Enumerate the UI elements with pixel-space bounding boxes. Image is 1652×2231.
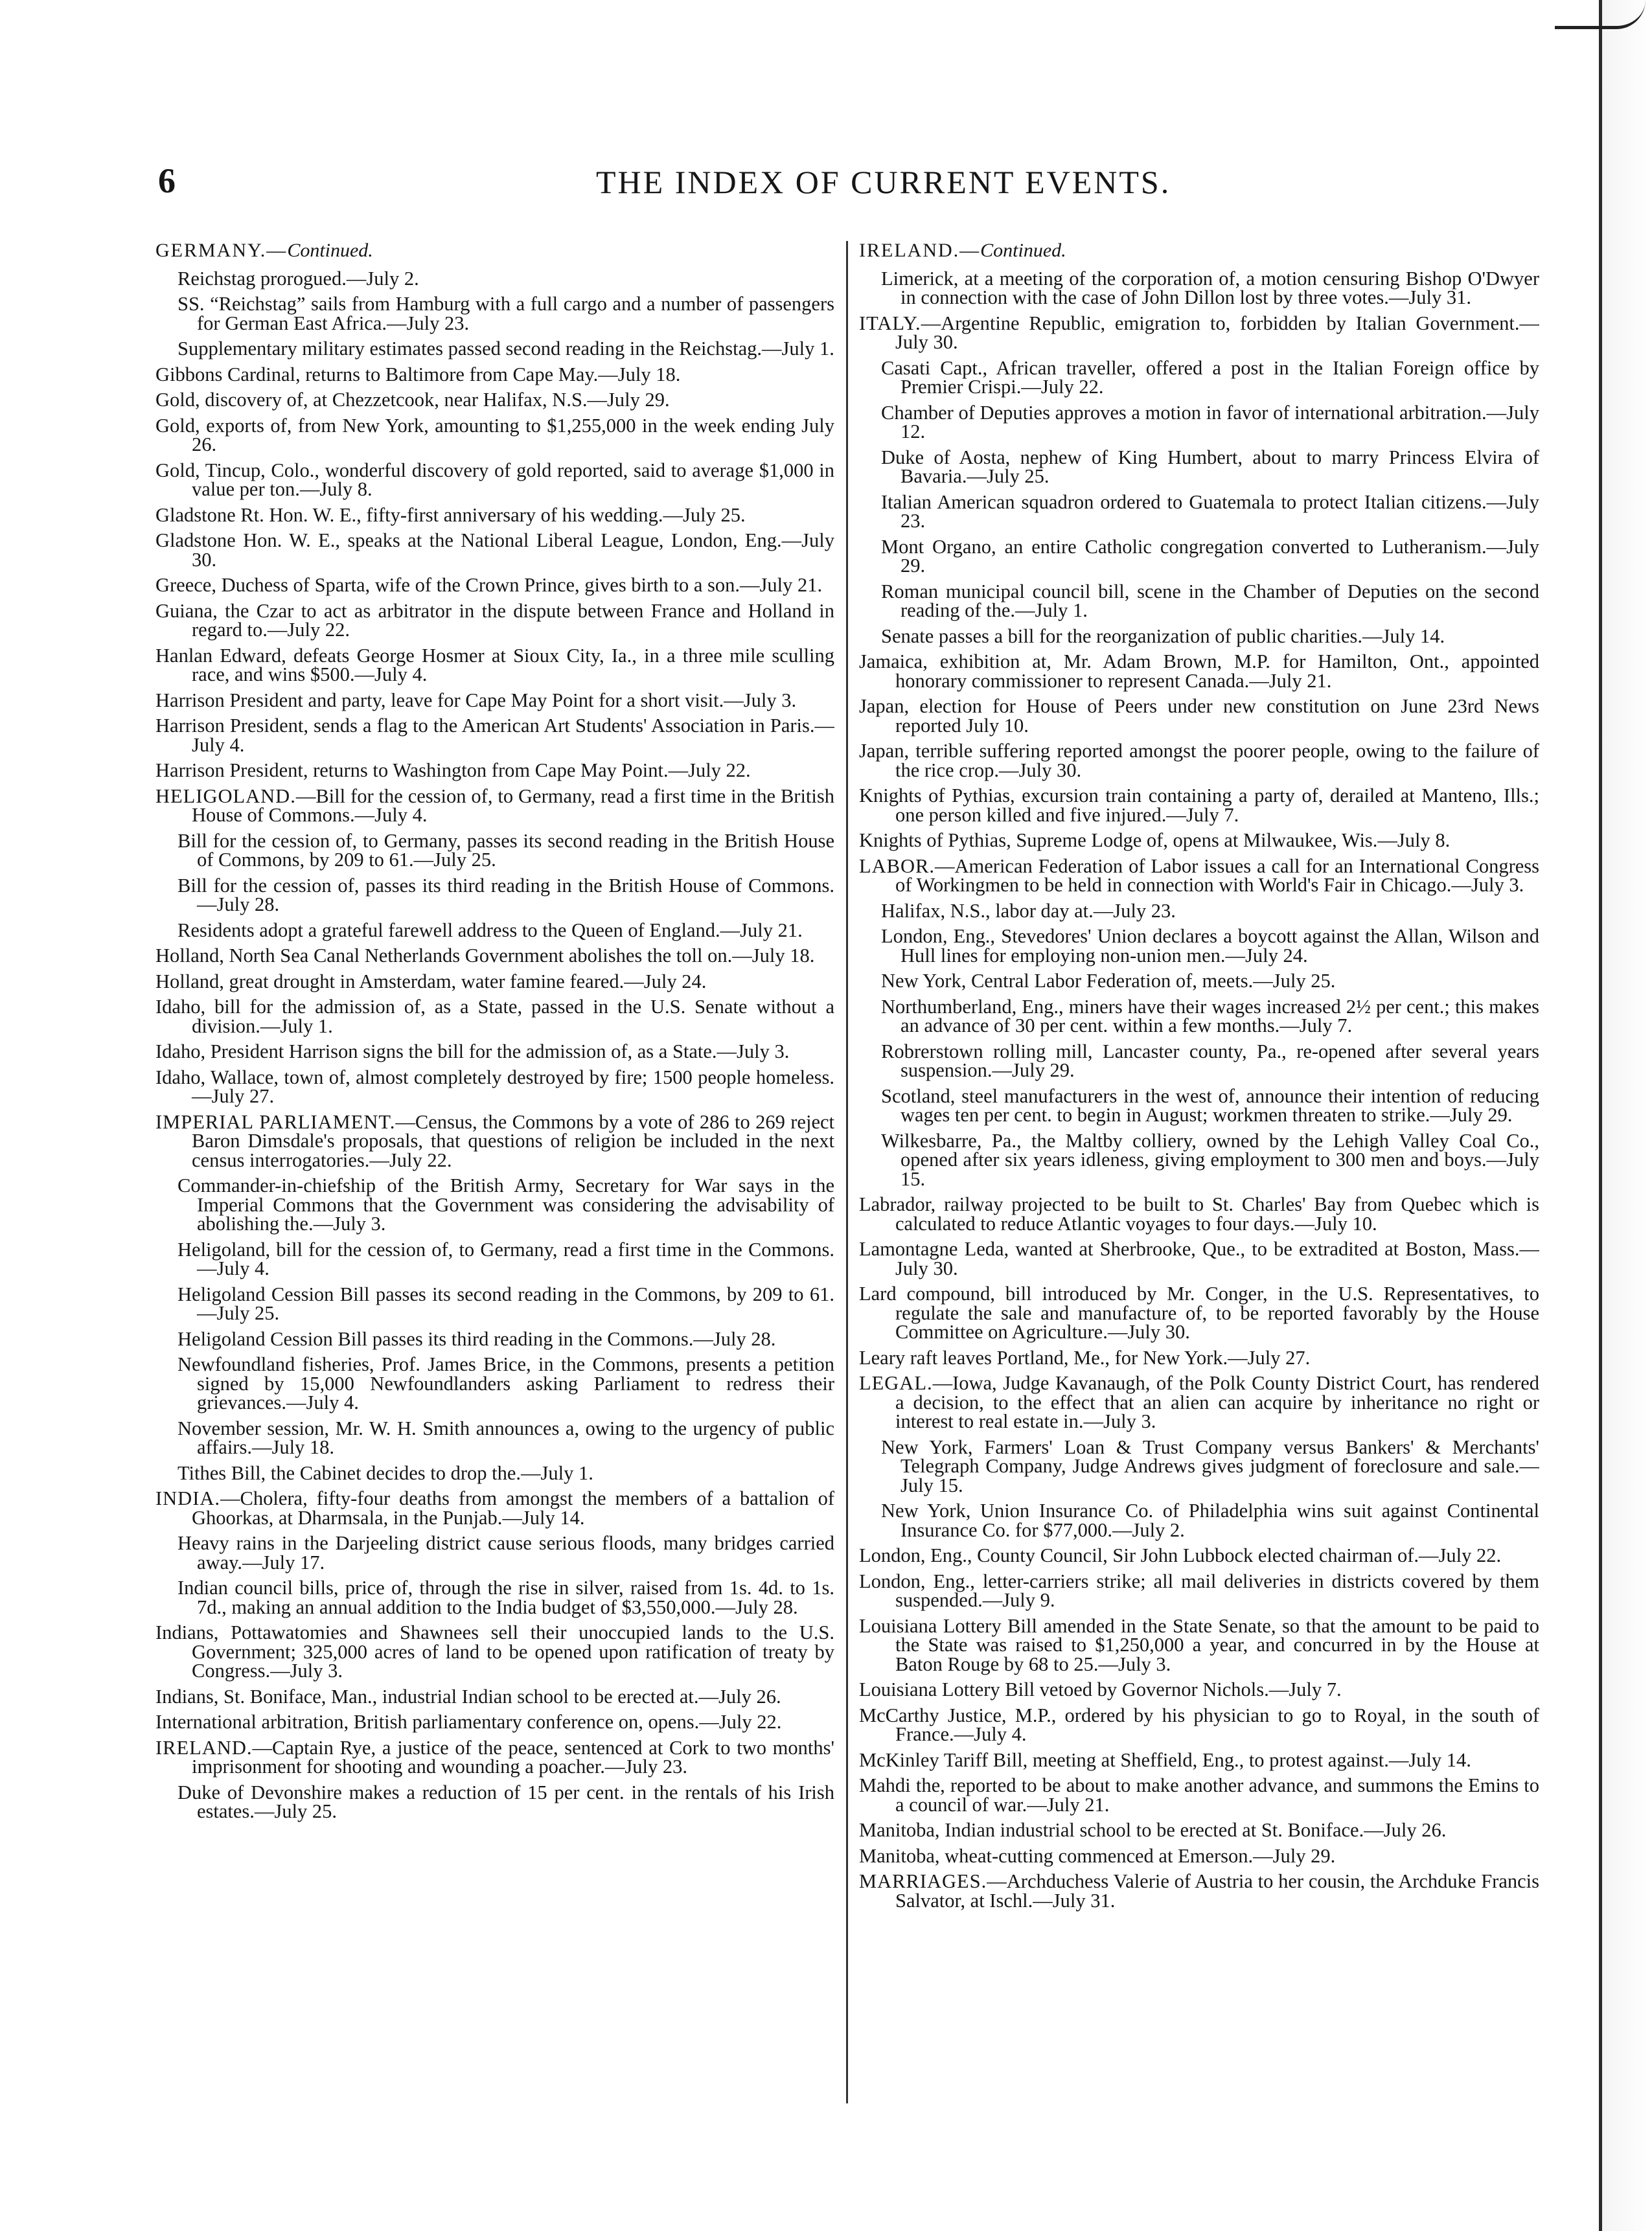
entry-text: —Argentine Republic, emigration to, forbidden by Italian Government.—July 30. xyxy=(895,312,1539,353)
index-entry xyxy=(155,365,834,385)
index-subentry xyxy=(859,624,1539,647)
column-divider xyxy=(846,241,848,2103)
entry-text: Japan, election for House of Peers under new constitution on June 23rd News reported July 10. xyxy=(859,695,1539,737)
entry-text: Wilkesbarre, Pa., the Maltby colliery, owned by the Lehigh Valley Coal Co., opened after six years idleness, giving employment to 300 men and boys.—July 15. xyxy=(881,1129,1539,1190)
index-entry xyxy=(859,831,1539,851)
entry-text: Heligoland Cession Bill passes its second reading in the Commons, by 209 to 61.—July 25. xyxy=(178,1283,834,1324)
entry-text: Indian council bills, price of, through the rise in silver, raised from 1s. 4d. to 1s. 7d., making an annual addition to the India budget of $3,550,000.—July 28. xyxy=(178,1577,834,1618)
entry-text: Mahdi the, reported to be about to make another advance, and summons the Emins to a council of war.—July 21. xyxy=(859,1774,1539,1816)
index-entry xyxy=(859,1844,1539,1867)
entry-text: Mont Organo, an entire Catholic congregation converted to Lutheranism.—July 29. xyxy=(881,535,1539,577)
entry-text: Gold, discovery of, at Chezzetcook, near Halifax, N.S.—July 29. xyxy=(155,389,670,411)
index-entry xyxy=(155,414,834,455)
index-subentry xyxy=(155,876,834,915)
index-subentry xyxy=(859,899,1539,922)
entry-text: Commander-in-chiefship of the British Army, Secretary for War says in the Imperial Commons that the Government was considering the advisability of abolishing the.—July 3. xyxy=(178,1174,834,1235)
entry-heading: HELIGOLAND. xyxy=(155,784,296,807)
entry-heading: INDIA. xyxy=(155,1487,221,1509)
index-subentry xyxy=(859,269,1539,308)
index-entry xyxy=(859,1821,1539,1840)
entry-text: London, Eng., County Council, Sir John Lubbock elected chairman of.—July 22. xyxy=(859,1544,1502,1566)
index-subentry xyxy=(155,1783,834,1822)
index-subentry xyxy=(155,1355,834,1413)
index-entry xyxy=(155,946,834,966)
index-subentry xyxy=(859,582,1539,621)
entry-text: McKinley Tariff Bill, meeting at Sheffield, Eng., to protest against.—July 14. xyxy=(859,1748,1471,1771)
entry-heading: IRELAND. xyxy=(155,1736,253,1759)
index-entry xyxy=(155,461,834,499)
index-entry xyxy=(155,1110,834,1171)
entry-text: Indians, Pottawatomies and Shawnees sell their unoccupied lands to the U.S. Government; 325,000 acres of land to be opened upon ratification of treaty by Congress.—July 3. xyxy=(155,1621,834,1682)
entry-text: Roman municipal council bill, scene in the Chamber of Deputies on the second reading of the.—July 1. xyxy=(881,580,1539,621)
index-subentry xyxy=(155,339,834,359)
entry-text: Holland, great drought in Amsterdam, water famine feared.—July 24. xyxy=(155,970,707,992)
entry-text: London, Eng., letter-carriers strike; all mail deliveries in districts covered by them suspended.—July 9. xyxy=(859,1570,1539,1611)
index-entry xyxy=(859,1706,1539,1745)
section-heading-title: IRELAND.— xyxy=(859,241,981,261)
index-subentry xyxy=(859,1042,1539,1081)
entry-text: Gold, exports of, from New York, amounting to $1,255,000 in the week ending July 26. xyxy=(155,414,834,455)
entry-text: Knights of Pythias, excursion train containing a party of, derailed at Manteno, Ills.; one person killed and five injured.—July 7. xyxy=(859,784,1539,826)
entry-text: —Bill for the cession of, to Germany, read a first time in the British House of Commons.—July 4. xyxy=(192,784,834,826)
section-heading xyxy=(155,241,834,260)
entry-text: —Census, the Commons by a vote of 286 to 269 reject Baron Dimsdale's proposals, that questions of religion be included in the next census interrogatories.—July 22. xyxy=(192,1110,834,1171)
entry-text: Guiana, the Czar to act as arbitrator in the dispute between France and Holland in regard to.—July 22. xyxy=(155,599,834,641)
index-entry xyxy=(859,1872,1539,1910)
index-entry xyxy=(155,1713,834,1732)
entry-text: Holland, North Sea Canal Netherlands Government abolishes the toll on.—July 18. xyxy=(155,944,815,967)
index-entry xyxy=(859,786,1539,825)
index-subentry xyxy=(859,1438,1539,1496)
index-subentry xyxy=(155,1285,834,1323)
index-entry xyxy=(155,576,834,595)
index-entry xyxy=(155,1736,834,1778)
index-subentry xyxy=(859,490,1539,532)
index-subentry xyxy=(859,401,1539,442)
index-entry xyxy=(859,1546,1539,1566)
right-column xyxy=(859,241,1539,2120)
entry-text: McCarthy Justice, M.P., ordered by his physician to go to Royal, in the south of France.—July 4. xyxy=(859,1704,1539,1745)
index-entry xyxy=(859,1374,1539,1432)
section-heading xyxy=(859,241,1539,260)
entry-text: Idaho, President Harrison signs the bill for the admission of, as a State.—July 3. xyxy=(155,1040,790,1062)
entry-text: Gladstone Rt. Hon. W. E., fifty-first anniversary of his wedding.—July 25. xyxy=(155,503,746,526)
entry-heading: MARRIAGES. xyxy=(859,1870,987,1892)
entry-text: Tithes Bill, the Cabinet decides to drop the.—July 1. xyxy=(178,1461,593,1484)
entry-text: Gibbons Cardinal, returns to Baltimore from Cape May.—July 18. xyxy=(155,363,681,385)
entry-text: Reichstag prorogued.—July 2. xyxy=(178,267,419,290)
index-subentry xyxy=(859,995,1539,1036)
page-edge-border xyxy=(1599,0,1602,2231)
entry-text: Bill for the cession of, to Germany, passes its second reading in the British House of Commons, by 209 to 61.—July 25. xyxy=(178,829,834,871)
entry-text: Japan, terrible suffering reported amongst the poorer people, owing to the failure of the rice crop.—July 30. xyxy=(859,740,1539,781)
entry-text: Harrison President and party, leave for Cape May Point for a short visit.—July 3. xyxy=(155,689,797,711)
index-entry xyxy=(155,503,834,526)
entry-text: —Cholera, fifty-four deaths from amongst the members of a battalion of Ghoorkas, at Dharmsala, in the Punjab.—July 14. xyxy=(192,1487,834,1529)
entry-text: Heavy rains in the Darjeeling district cause serious floods, many bridges carried away.—July 17. xyxy=(178,1532,834,1573)
index-subentry xyxy=(155,1461,834,1484)
entry-text: Halifax, N.S., labor day at.—July 23. xyxy=(881,899,1176,922)
index-entry xyxy=(155,1489,834,1527)
index-entry xyxy=(155,1623,834,1681)
index-entry xyxy=(859,1776,1539,1814)
page-title: THE INDEX OF CURRENT EVENTS. xyxy=(596,164,1171,200)
index-entry xyxy=(859,1346,1539,1369)
index-subentry xyxy=(859,1084,1539,1126)
index-entry xyxy=(859,697,1539,735)
entry-text: Idaho, bill for the admission of, as a State, passed in the U.S. Senate without a division.—July 1. xyxy=(155,996,834,1037)
index-subentry xyxy=(859,356,1539,398)
entry-text: New York, Central Labor Federation of, meets.—July 25. xyxy=(881,970,1336,992)
entry-text: Gladstone Hon. W. E., speaks at the National Liberal League, London, Eng.—July 30. xyxy=(155,529,834,571)
entry-text: London, Eng., Stevedores' Union declares a boycott against the Allan, Wilson and Hull lines for employing non-union men.—July 24. xyxy=(881,925,1539,967)
entry-text: November session, Mr. W. H. Smith announces a, owing to the urgency of public affairs.—July 18. xyxy=(178,1417,834,1458)
entry-text: Italian American squadron ordered to Guatemala to protect Italian citizens.—July 23. xyxy=(881,490,1539,532)
entry-text: New York, Union Insurance Co. of Philadelphia wins suit against Continental Insurance Co. for $77,000.—July 2. xyxy=(881,1500,1539,1541)
index-subentry xyxy=(155,921,834,941)
index-entry xyxy=(155,391,834,410)
entry-text: Robrerstown rolling mill, Lancaster county, Pa., re-opened after several years suspension.—July 29. xyxy=(881,1040,1539,1081)
entry-text: Northumberland, Eng., miners have their wages increased 2½ per cent.; this makes an advance of 30 per cent. within a few months.—July 7. xyxy=(881,995,1539,1036)
entry-text: Leary raft leaves Portland, Me., for New York.—July 27. xyxy=(859,1346,1311,1369)
index-subentry xyxy=(155,269,834,289)
entry-text: Manitoba, wheat-cutting commenced at Emerson.—July 29. xyxy=(859,1844,1336,1867)
index-subentry xyxy=(155,1176,834,1234)
index-entry xyxy=(155,1068,834,1106)
index-entry xyxy=(155,1042,834,1062)
entry-text: Bill for the cession of, passes its third reading in the British House of Commons.—July 28. xyxy=(178,874,834,915)
entry-text: Limerick, at a meeting of the corporation of, a motion censuring Bishop O'Dwyer in connection with the case of John Dillon lost by three votes.—July 31. xyxy=(881,267,1539,308)
entry-text: Greece, Duchess of Sparta, wife of the Crown Prince, gives birth to a son.—July 21. xyxy=(155,574,823,596)
continued-label: Continued. xyxy=(287,241,373,261)
entry-text: Duke of Aosta, nephew of King Humbert, about to marry Princess Elvira of Bavaria.—July 25. xyxy=(881,446,1539,487)
index-subentry xyxy=(859,972,1539,991)
entry-text: Heligoland, bill for the cession of, to Germany, read a first time in the Commons.—July 4. xyxy=(178,1238,834,1279)
entry-text: Hanlan Edward, defeats George Hosmer at Sioux City, Ia., in a three mile sculling race, and wins $500.—July 4. xyxy=(155,644,834,685)
index-entry xyxy=(859,1240,1539,1278)
entry-text: Chamber of Deputies approves a motion in favor of international arbitration.—July 12. xyxy=(881,401,1539,442)
index-entry xyxy=(859,1572,1539,1610)
index-entry xyxy=(155,716,834,755)
page-edge-shadow xyxy=(1602,0,1652,2231)
index-entry xyxy=(859,1748,1539,1771)
index-subentry xyxy=(155,829,834,871)
entry-text: Newfoundland fisheries, Prof. James Brice, in the Commons, presents a petition signed by 15,000 Newfoundlanders asking Parliament to redress their grievances.—July 4. xyxy=(178,1353,834,1413)
entry-text: Gold, Tincup, Colo., wonderful discovery of gold reported, said to average $1,000 in value per ton.—July 8. xyxy=(155,459,834,500)
index-entry xyxy=(155,761,834,781)
index-subentry xyxy=(155,295,834,333)
index-subentry xyxy=(859,448,1539,486)
index-entry xyxy=(155,646,834,685)
index-subentry xyxy=(859,1129,1539,1190)
entry-text: —Captain Rye, a justice of the peace, sentenced at Cork to two months' imprisonment for shooting and wounding a poacher.—July 23. xyxy=(192,1736,834,1778)
entry-text: Louisiana Lottery Bill vetoed by Governor Nichols.—July 7. xyxy=(859,1678,1342,1700)
entry-text: Indians, St. Boniface, Man., industrial Indian school to be erected at.—July 26. xyxy=(155,1685,781,1708)
index-entry xyxy=(859,1285,1539,1342)
index-subentry xyxy=(155,1534,834,1572)
page-header xyxy=(0,0,1599,227)
index-entry xyxy=(155,784,834,826)
index-entry xyxy=(155,691,834,711)
entry-heading: LEGAL. xyxy=(859,1372,933,1394)
index-entry xyxy=(859,1614,1539,1675)
index-subentry xyxy=(859,927,1539,965)
entry-text: Duke of Devonshire makes a reduction of 15 per cent. in the rentals of his Irish estates.—July 25. xyxy=(178,1781,834,1822)
index-subentry xyxy=(155,1327,834,1350)
entry-text: —Archduchess Valerie of Austria to her cousin, the Archduke Francis Salvator, at Ischl.—July 31. xyxy=(895,1870,1539,1912)
entry-text: —Iowa, Judge Kavanaugh, of the Polk County District Court, has rendered a decision, to the effect that an alien can acquire by inheritance no right or interest to real estate in.—July 3. xyxy=(895,1372,1539,1432)
index-entry xyxy=(155,998,834,1036)
index-entry xyxy=(155,531,834,569)
index-subentry xyxy=(155,1579,834,1617)
page-number: 6 xyxy=(158,161,176,200)
entry-text: Manitoba, Indian industrial school to be erected at St. Boniface.—July 26. xyxy=(859,1819,1447,1841)
entry-text: Lard compound, bill introduced by Mr. Conger, in the U.S. Representatives, to regulate the sale and manufacture of, to be reported favorably by the House Committee on Agriculture.—July 30. xyxy=(859,1283,1539,1343)
left-column xyxy=(155,241,834,2120)
entry-text: Casati Capt., African traveller, offered a post in the Italian Foreign office by Premier Crispi.—July 22. xyxy=(881,356,1539,398)
section-heading-title: GERMANY.— xyxy=(155,241,288,261)
index-entry xyxy=(155,1685,834,1708)
entry-text: Louisiana Lottery Bill amended in the State Senate, so that the amount to be paid to the State was raised to $1,250,000 a year, and concurred in by the House at Baton Rouge by 68 to 25.—July 3. xyxy=(859,1614,1539,1675)
entry-text: SS. “Reichstag” sails from Hamburg with a full cargo and a number of passengers for German East Africa.—July 23. xyxy=(178,293,834,334)
entry-text: Harrison President, returns to Washington from Cape May Point.—July 22. xyxy=(155,759,751,781)
entry-text: Senate passes a bill for the reorganization of public charities.—July 14. xyxy=(881,624,1445,647)
entry-text: Idaho, Wallace, town of, almost completely destroyed by fire; 1500 people homeless.—July 27. xyxy=(155,1066,834,1107)
index-entry xyxy=(859,1195,1539,1233)
entry-text: Harrison President, sends a flag to the American Art Students' Association in Paris.—July 4. xyxy=(155,715,834,756)
entry-text: Supplementary military estimates passed second reading in the Reichstag.—July 1. xyxy=(178,338,834,360)
entry-text: International arbitration, British parliamentary conference on, opens.—July 22. xyxy=(155,1711,782,1733)
index-subentry xyxy=(859,1502,1539,1540)
entry-text: Labrador, railway projected to be built to St. Charles' Bay from Quebec which is calculated to reduce Atlantic voyages to four days.—July 10. xyxy=(859,1193,1539,1235)
index-entry xyxy=(859,1680,1539,1700)
entry-text: Scotland, steel manufacturers in the west of, announce their intention of reducing wages ten per cent. to begin in August; workmen threaten to strike.—July 29. xyxy=(881,1084,1539,1126)
entry-text: —American Federation of Labor issues a call for an International Congress of Workingmen to be held in connection with World's Fair in Chicago.—July 3. xyxy=(895,854,1539,896)
entry-text: Jamaica, exhibition at, Mr. Adam Brown, M.P. for Hamilton, Ont., appointed honorary commissioner to represent Canada.—July 21. xyxy=(859,650,1539,692)
index-subentry xyxy=(155,1419,834,1458)
index-entry xyxy=(155,972,834,992)
entry-text: Residents adopt a grateful farewell address to the Queen of England.—July 21. xyxy=(178,919,803,941)
entry-text: New York, Farmers' Loan & Trust Company versus Bankers' & Merchants' Telegraph Company, Judge Andrews gives judgment of foreclosure and sale.—July 15. xyxy=(881,1436,1539,1496)
entry-heading: IMPERIAL PARLIAMENT. xyxy=(155,1110,396,1133)
index-entry xyxy=(859,742,1539,780)
entry-text: Lamontagne Leda, wanted at Sherbrooke, Que., to be extradited at Boston, Mass.—July 30. xyxy=(859,1238,1539,1279)
index-entry xyxy=(155,599,834,641)
index-entry xyxy=(859,652,1539,691)
entry-heading: LABOR. xyxy=(859,854,935,877)
entry-text: Heligoland Cession Bill passes its third reading in the Commons.—July 28. xyxy=(178,1327,776,1350)
entry-heading: ITALY. xyxy=(859,312,921,334)
index-subentry xyxy=(155,1238,834,1279)
index-entry xyxy=(859,854,1539,896)
index-entry xyxy=(859,314,1539,352)
continued-label: Continued. xyxy=(980,241,1066,261)
entry-text: Knights of Pythias, Supreme Lodge of, opens at Milwaukee, Wis.—July 8. xyxy=(859,829,1451,851)
index-subentry xyxy=(859,535,1539,577)
